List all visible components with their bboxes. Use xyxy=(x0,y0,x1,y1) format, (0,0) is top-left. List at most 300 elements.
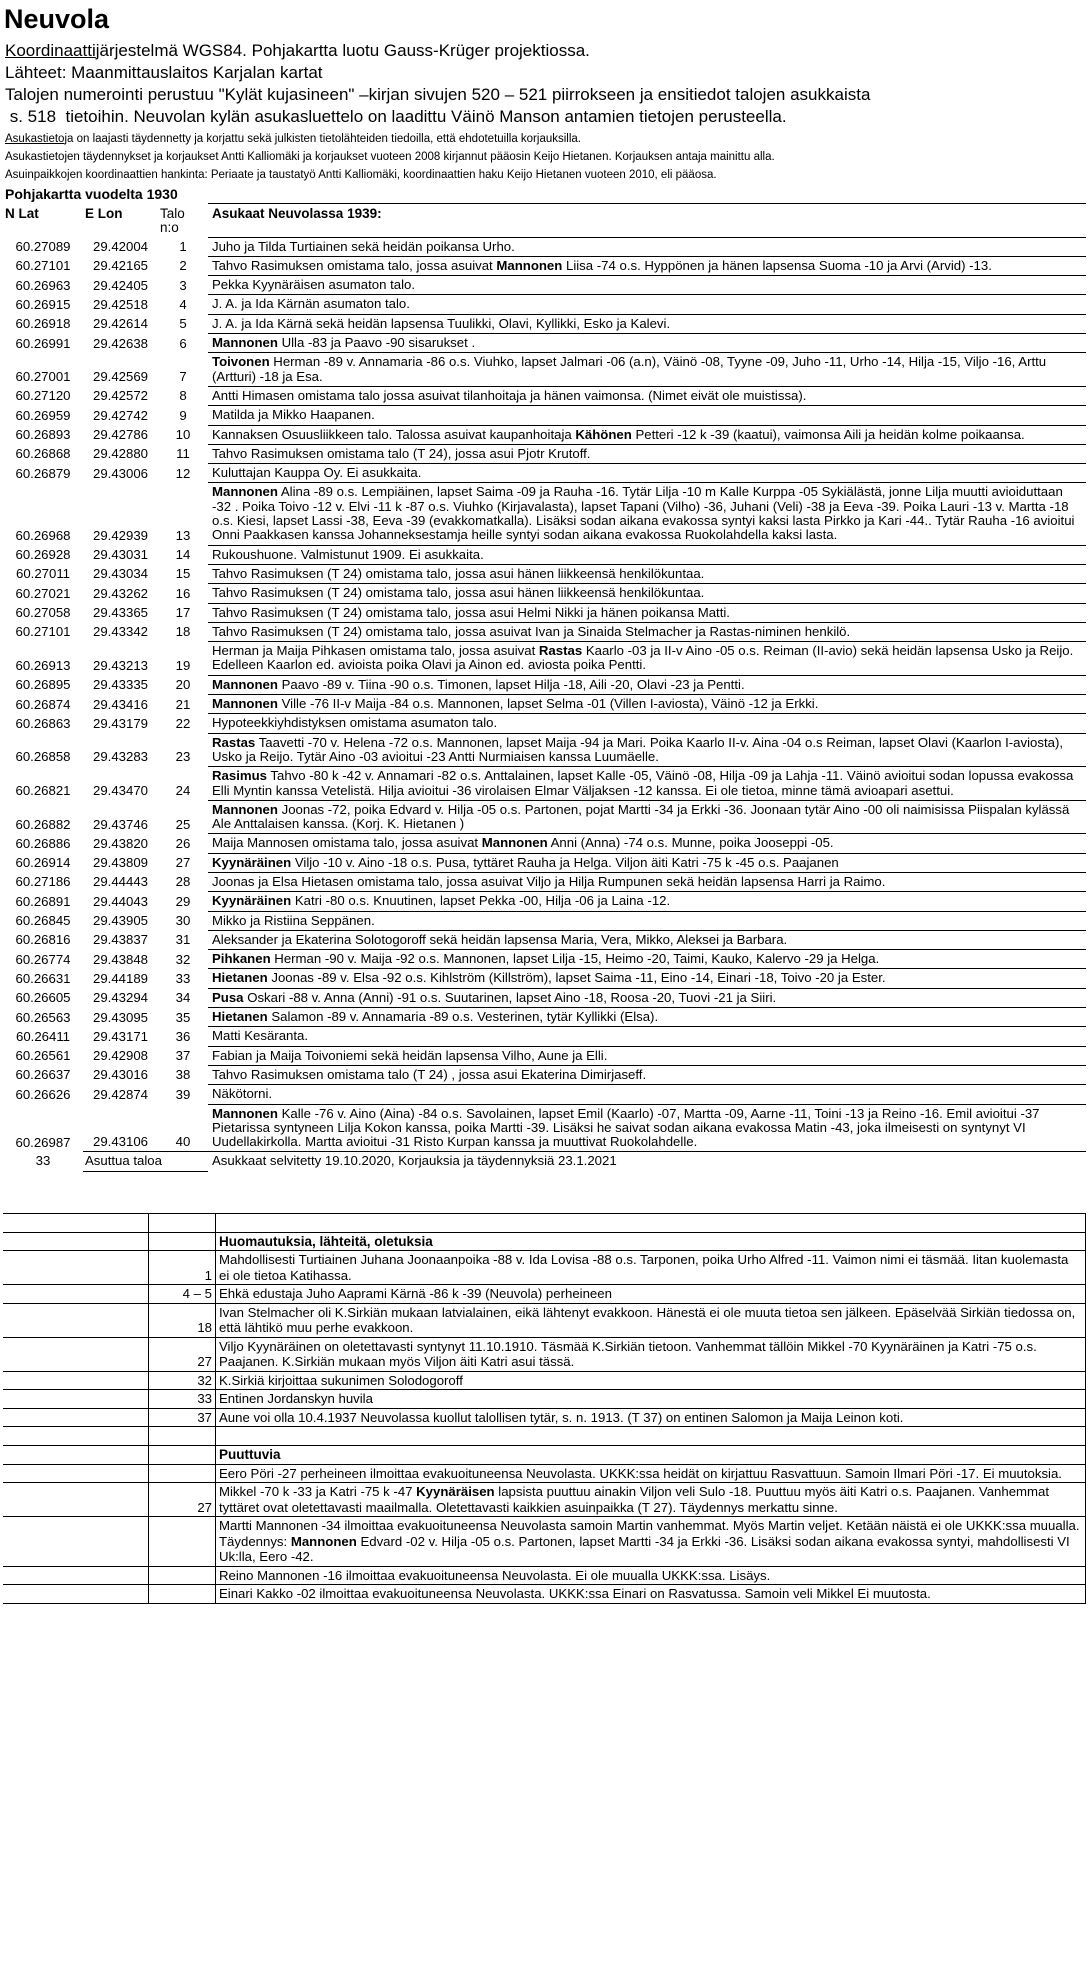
residents-text: Kuluttajan Kauppa Oy. Ei asukkaita. xyxy=(212,465,422,481)
note-house-ref: 33 xyxy=(149,1390,216,1409)
house-residents xyxy=(208,334,1086,353)
house-row xyxy=(3,1046,1086,1065)
house-lon: 29.43335 xyxy=(92,677,148,693)
house-lat: 60.26987 xyxy=(15,1134,71,1150)
note-row xyxy=(3,1285,1086,1304)
house-number: 6 xyxy=(179,335,187,351)
family-surname: Hietanen xyxy=(212,1009,268,1025)
house-residents xyxy=(208,930,1086,949)
house-row xyxy=(3,988,1086,1007)
house-row xyxy=(3,545,1086,564)
house-lon: 29.42518 xyxy=(92,296,148,312)
house-residents xyxy=(208,564,1086,583)
house-lat: 60.26882 xyxy=(15,816,71,832)
notes-section-row xyxy=(3,1446,1086,1465)
family-surname: Rastas xyxy=(538,643,583,659)
house-residents xyxy=(208,622,1086,641)
note-row xyxy=(3,1337,1086,1371)
intro-note-1 xyxy=(5,130,1083,148)
house-residents xyxy=(208,969,1086,988)
residents-text: Tahvo Rasimuksen omistama talo (T 24) , jossa asui Ekaterina Dimirjaseff. xyxy=(212,1066,647,1082)
house-lon: 29.43809 xyxy=(92,855,148,871)
house-lat: 60.26891 xyxy=(15,893,71,909)
house-lon: 29.43179 xyxy=(92,715,148,731)
house-number: 9 xyxy=(179,407,187,423)
note-text xyxy=(216,1566,1086,1585)
residents-text: Kaarlo -03 ja II-v Aino -05 o.s. Reiman (II-avio) sekä heidän lapsensa Usko ja Reijo. Edelleen Kaarlon ed. avioista poika Olavi ja Ainon ed. aviosta poika Pentti. xyxy=(212,643,1074,673)
note-text xyxy=(216,1303,1086,1337)
house-residents xyxy=(208,314,1086,333)
house-row xyxy=(3,564,1086,583)
house-residents xyxy=(208,834,1086,853)
table-footer-row xyxy=(3,1152,1086,1171)
house-residents xyxy=(208,545,1086,564)
note-prefix: Martti Mannonen -34 ilmoittaa evakuoituneensa Neuvolasta samoin Martin vanhemmat. Myös Martin veljet. Ketään näistä ei ole UKKK:ssa muualla. Täydennys: xyxy=(219,1518,1080,1549)
house-residents xyxy=(208,276,1086,295)
residents-text: Tahvo Rasimuksen omistama talo (T 24), jossa asui Pjotr Krutoff. xyxy=(212,445,591,461)
house-residents xyxy=(208,872,1086,891)
header-lon: E Lon xyxy=(85,205,123,221)
house-number: 29 xyxy=(175,893,191,909)
intro-note-2: Asukastietojen täydennykset ja korjaukset Antti Kalliomäki ja korjaukset vuoteen 2008 kirjannut pääosin Keijo Hietanen. Korjauksen antaja mainittu alla. xyxy=(5,151,775,163)
house-row xyxy=(3,483,1086,545)
intro-note-1-rest: ja on laajasti täydennetty ja korjattu sekä julkisten tietolähteiden tiedoilla, että ehdotetuilla korjauksilla. xyxy=(64,133,581,145)
family-surname: Mannonen xyxy=(212,801,278,817)
house-lon: 29.42786 xyxy=(92,427,148,443)
house-lon: 29.43905 xyxy=(92,913,148,929)
notes-cell xyxy=(3,1285,149,1304)
house-lon: 29.43294 xyxy=(92,990,148,1006)
house-lon: 29.44443 xyxy=(92,874,148,890)
house-lon: 29.42908 xyxy=(92,1048,148,1064)
family-surname: Rastas xyxy=(212,734,256,750)
notes-cell xyxy=(3,1464,149,1483)
note-row xyxy=(3,1464,1086,1483)
house-row xyxy=(3,733,1086,767)
house-lon: 29.42004 xyxy=(92,239,148,255)
note-house-ref: 18 xyxy=(149,1303,216,1337)
house-row xyxy=(3,892,1086,911)
note-body: Mahdollisesti Turtiainen Juhana Joonaanpoika -88 v. Ida Lovisa -88 o.s. Tarponen, poika Urho Alfred -11. Vaimon nimi ei täsmää. Iitan kuolemasta ei ole tietoa Katihassa. xyxy=(219,1252,1069,1283)
notes-cell xyxy=(3,1232,149,1251)
intro-numbering: Talojen numerointi perustuu "Kylät kujasineen" –kirjan sivujen 520 – 521 piirrokseen ja ensitiedot talojen asukkaista xyxy=(5,85,871,104)
note-row xyxy=(3,1371,1086,1390)
house-row xyxy=(3,584,1086,603)
notes-cell xyxy=(149,1427,216,1446)
notes-blank-row xyxy=(3,1213,1086,1232)
house-row xyxy=(3,1085,1086,1104)
house-residents xyxy=(208,237,1086,256)
house-residents xyxy=(208,353,1086,387)
house-lat: 60.26963 xyxy=(15,277,71,293)
notes-cell xyxy=(3,1303,149,1337)
house-number: 28 xyxy=(175,874,191,890)
residents-text: Herman -90 v. Maija -92 o.s. Mannonen, lapset Lilja -15, Heimo -20, Taimi, Kauko, Kalervo -29 ja Helga. xyxy=(270,951,880,967)
header-num: Talo n:o xyxy=(160,205,185,235)
notes-cell xyxy=(3,1483,149,1517)
house-row xyxy=(3,237,1086,256)
house-number: 1 xyxy=(179,239,187,255)
house-lat: 60.26845 xyxy=(15,913,71,929)
house-number: 16 xyxy=(175,585,191,601)
house-lat: 60.27058 xyxy=(15,605,71,621)
family-surname: Pihkanen xyxy=(212,951,271,967)
house-lon: 29.43213 xyxy=(92,657,148,673)
house-lon: 29.42742 xyxy=(92,407,148,423)
residents-text: Näkötorni. xyxy=(212,1086,273,1102)
house-lon: 29.43095 xyxy=(92,1009,148,1025)
notes-cell xyxy=(3,1408,149,1427)
note-body: K.Sirkiä kirjoittaa sukunimen Solodogoroff xyxy=(219,1372,463,1388)
house-lat: 60.26913 xyxy=(15,657,71,673)
notes-cell xyxy=(3,1390,149,1409)
house-residents xyxy=(208,425,1086,444)
house-lon: 29.43031 xyxy=(92,547,148,563)
house-lon: 29.43006 xyxy=(92,465,148,481)
house-number: 19 xyxy=(175,657,191,673)
residents-text: Herman -89 v. Annamaria -86 o.s. Viuhko, lapset Jalmari -06 (a.n), Väinö -08, Tyyne -09, Juho -11, Urho -14, Hilja -15, Viljo -16, Arttu (Artturi) -18 ja Esa. xyxy=(212,354,1047,384)
house-residents xyxy=(208,444,1086,463)
house-residents xyxy=(208,584,1086,603)
house-lat: 60.27186 xyxy=(15,874,71,890)
house-residents xyxy=(208,1046,1086,1065)
house-residents xyxy=(208,483,1086,545)
house-lon: 29.44189 xyxy=(92,970,148,986)
family-surname: Mannonen xyxy=(212,484,278,500)
residents-prefix: Maija Mannosen omistama talo, jossa asuivat xyxy=(212,835,482,851)
note-prefix: Mikkel -70 k -33 ja Katri -75 k -47 xyxy=(219,1484,417,1500)
note-row xyxy=(3,1303,1086,1337)
house-lat: 60.27120 xyxy=(15,388,71,404)
house-residents xyxy=(208,695,1086,714)
residents-table xyxy=(3,203,1086,1172)
house-residents xyxy=(208,714,1086,733)
note-text xyxy=(216,1337,1086,1371)
note-body: Eero Pöri -27 perheineen ilmoittaa evakuoituneensa Neuvolasta. UKKK:ssa heidät on kirjattuu Rasvattuun. Samoin Ilmari Pöri -17. Ei muutoksia. xyxy=(219,1465,1062,1481)
house-number: 37 xyxy=(175,1048,191,1064)
house-row xyxy=(3,295,1086,314)
note-body: Einari Kakko -02 ilmoittaa evakuoituneensa Neuvolasta. UKKK:ssa Einari on Rasvatussa. Samoin veli Mikkel Ei muutosta. xyxy=(219,1586,931,1602)
house-lon: 29.42569 xyxy=(92,369,148,385)
house-lon: 29.43171 xyxy=(92,1028,148,1044)
family-surname: Kähönen xyxy=(575,426,632,442)
house-lon: 29.43837 xyxy=(92,932,148,948)
house-lon: 29.42572 xyxy=(92,388,148,404)
house-row xyxy=(3,314,1086,333)
house-lat: 60.26968 xyxy=(15,527,71,543)
house-lat: 60.26626 xyxy=(15,1086,71,1102)
note-body: Ehkä edustaja Juho Aaprami Kärnä -86 k -39 (Neuvola) perheineen xyxy=(219,1286,612,1302)
house-lat: 60.26631 xyxy=(15,970,71,986)
house-residents xyxy=(208,464,1086,483)
residents-text: J. A. ja Ida Kärnän asumaton talo. xyxy=(212,296,410,312)
residents-text: Joonas -72, poika Edvard v. Hilja -05 o.s. Partonen, pojat Martti -34 ja Erkki -36. Joonaan tytär Aino -00 oli naimisissa Piispalan kylässä Ale Anttalaisen kanssa. (Korj. K. Hietanen ) xyxy=(212,801,1070,832)
notes-cell xyxy=(216,1427,1086,1446)
note-house-ref xyxy=(149,1517,216,1567)
note-body: Edvard -02 v. Hilja -05 o.s. Partonen, lapset Martti -34 ja Erkki -36. Lisäksi sodan aikana evakossa syntyi, mahdollisesti VI Uk:lla, Eero -42. xyxy=(219,1533,1070,1565)
house-lat: 60.26863 xyxy=(15,715,71,731)
house-row xyxy=(3,386,1086,405)
house-lon: 29.43106 xyxy=(92,1134,148,1150)
note-body: Reino Mannonen -16 ilmoittaa evakuoituneensa Neuvolasta. Ei ole muualla UKKK:ssa. Lisäys. xyxy=(219,1567,771,1583)
residents-text: Kalle -76 v. Aino (Aina) -84 o.s. Savolainen, lapset Emil (Kaarlo) -07, Martta -09, Aarne -11, Toini -13 ja Reino -16. Emil avioitui -37 Pietarissa syntyneen Lilja Kokon kanssa, poika Martti -39. Lisäksi he saivat sodan aikana evakossa Matin -43, joka ilmeisesti on syntynyt VI Uudellakirkolla. Martta avioitui -31 Risto Kurpan kanssa ja muuttivat Ruokolahdelle. xyxy=(212,1105,1040,1150)
intro-sources: Lähteet: Maanmittauslaitos Karjalan kartat xyxy=(5,63,323,82)
family-surname: Hietanen xyxy=(212,970,268,986)
residents-text: Rukoushuone. Valmistunut 1909. Ei asukkaita. xyxy=(212,546,484,562)
house-lon: 29.42614 xyxy=(92,316,148,332)
house-residents xyxy=(208,733,1086,767)
house-residents xyxy=(208,988,1086,1007)
house-row xyxy=(3,603,1086,622)
residents-text: Oskari -88 v. Anna (Anni) -91 o.s. Suutarinen, lapset Aino -18, Roosa -20, Tuovi -21 ja Siiri. xyxy=(243,989,777,1005)
house-residents xyxy=(208,1027,1086,1046)
residents-text: Mikko ja Ristiina Seppänen. xyxy=(212,912,375,928)
house-row xyxy=(3,853,1086,872)
house-lon: 29.43342 xyxy=(92,624,148,640)
house-residents xyxy=(208,295,1086,314)
house-residents xyxy=(208,767,1086,801)
house-lat: 60.26918 xyxy=(15,316,71,332)
house-residents xyxy=(208,1104,1086,1152)
note-text xyxy=(216,1371,1086,1390)
house-lon: 29.43034 xyxy=(92,566,148,582)
family-surname: Kyynäräinen xyxy=(212,893,292,909)
house-row xyxy=(3,767,1086,801)
house-lat: 60.26858 xyxy=(15,749,71,765)
house-lon: 29.42874 xyxy=(92,1086,148,1102)
house-residents xyxy=(208,892,1086,911)
house-lon: 29.43746 xyxy=(92,816,148,832)
house-lon: 29.43283 xyxy=(92,749,148,765)
note-text xyxy=(216,1464,1086,1483)
residents-text: Tahvo -80 k -42 v. Annamari -82 o.s. Anttalainen, lapset Kalle -05, Väinö -08, Hilja -09 ja Lahja -11. Väinö avioitui sodan lopussa evakossa Elli Myntin kanssa Vetelistä. Hilja avioitui -36 virolaisen Elmar Väljaksen -12 kanssa. Ei ole tietoa, minne tämä avioapari asettui. xyxy=(212,768,1074,798)
residents-text: Tahvo Rasimuksen (T 24) omistama talo, jossa asuivat Ivan ja Sinaida Stelmacher ja Rastas-niminen henkilö. xyxy=(212,623,851,639)
note-row xyxy=(3,1566,1086,1585)
house-number: 39 xyxy=(175,1086,191,1102)
house-residents xyxy=(208,1008,1086,1027)
notes-section-row xyxy=(3,1232,1086,1251)
house-number: 3 xyxy=(179,277,187,293)
family-surname: Mannonen xyxy=(212,335,278,351)
family-surname: Pusa xyxy=(212,989,244,1005)
notes-cell xyxy=(149,1232,216,1251)
note-row xyxy=(3,1390,1086,1409)
note-text xyxy=(216,1408,1086,1427)
residents-text: Pekka Kyynäräisen asumaton talo. xyxy=(212,277,416,293)
house-residents xyxy=(208,675,1086,694)
note-text xyxy=(216,1285,1086,1304)
note-body: lapsista puuttuu ainakin Viljon veli Sulo -18. Puuttuu myös äiti Katri o.s. Paajanen. Vanhemmat tyttäret ovat oletettavasti maailmalla. Oletettavasti kaikkien asuinpaikka (T 27). Täydennys merkattu sinne. xyxy=(219,1484,1050,1515)
house-row xyxy=(3,276,1086,295)
residents-text: Viljo -10 v. Aino -18 o.s. Pusa, tyttäret Rauha ja Helga. Viljon äiti Katri -75 k -45 o.s. Paajanen xyxy=(291,854,839,870)
header-lat: N Lat xyxy=(5,205,39,221)
intro-coordinate-system xyxy=(5,40,1083,62)
note-text xyxy=(216,1251,1086,1285)
house-number: 15 xyxy=(175,566,191,582)
house-lat: 60.26411 xyxy=(15,1028,71,1044)
notes-section-title: Puuttuvia xyxy=(216,1446,1086,1465)
house-number: 17 xyxy=(175,605,191,621)
footer-updated: Asukkaat selvitetty 19.10.2020, Korjauksia ja täydennyksiä 23.1.2021 xyxy=(208,1152,1086,1171)
house-residents xyxy=(208,1065,1086,1084)
house-lat: 60.26868 xyxy=(15,446,71,462)
house-row xyxy=(3,930,1086,949)
house-lat: 60.26959 xyxy=(15,407,71,423)
house-number: 27 xyxy=(175,855,191,871)
residents-text: Katri -80 o.s. Knuutinen, lapset Pekka -00, Hilja -06 ja Laina -12. xyxy=(291,893,671,909)
residents-text: Juho ja Tilda Turtiainen sekä heidän poikansa Urho. xyxy=(212,238,515,254)
family-surname: Mannonen xyxy=(212,1105,278,1121)
house-lon: 29.43016 xyxy=(92,1067,148,1083)
house-row xyxy=(3,1065,1086,1084)
house-lat: 60.27089 xyxy=(15,239,71,255)
note-house-ref xyxy=(149,1464,216,1483)
notes-cell xyxy=(3,1566,149,1585)
house-row xyxy=(3,406,1086,425)
house-row xyxy=(3,969,1086,988)
house-number: 33 xyxy=(175,970,191,986)
intro-coordinate-system-underlined: Koordinaatti xyxy=(5,41,96,60)
house-row xyxy=(3,950,1086,969)
house-residents xyxy=(208,950,1086,969)
house-number: 21 xyxy=(175,696,191,712)
note-body: Entinen Jordanskyn huvila xyxy=(219,1391,373,1407)
house-lon: 29.42939 xyxy=(92,527,148,543)
house-residents xyxy=(208,911,1086,930)
residents-text: Tahvo Rasimuksen (T 24) omistama talo, jossa asui hänen liikkeensä henkilökuntaa. xyxy=(212,565,705,581)
house-lat: 60.26816 xyxy=(15,932,71,948)
note-row xyxy=(3,1483,1086,1517)
house-number: 18 xyxy=(175,624,191,640)
note-row xyxy=(3,1408,1086,1427)
note-body: Viljo Kyynäräinen on oletettavasti syntynyt 11.10.1910. Täsmää K.Sirkiän tietoon. Vanhemmat tällöin Mikkel -70 Kyynäräinen ja Katri -75 o.s. Paajanen. K.Sirkiän mukaan myös Viljon äiti Katri asui tässä. xyxy=(219,1338,1037,1370)
house-row xyxy=(3,642,1086,676)
house-row xyxy=(3,1008,1086,1027)
notes-cell xyxy=(216,1213,1086,1232)
family-surname: Kyynäräinen xyxy=(212,854,292,870)
intro-numbering-cont: s. 518 tietoihin. Neuvolan kylän asukasluettelo on laadittu Väinö Manson antamien tietojen perusteella. xyxy=(5,107,787,126)
house-lon: 29.42405 xyxy=(92,277,148,293)
note-body: Aune voi olla 10.4.1937 Neuvolassa kuollut talollisen tytär, s. n. 1913. (T 37) on entinen Salomon ja Maija Leinon koti. xyxy=(219,1409,904,1425)
house-row xyxy=(3,800,1086,834)
house-number: 4 xyxy=(179,296,187,312)
house-lat: 60.26774 xyxy=(15,951,71,967)
house-row xyxy=(3,622,1086,641)
family-surname: Mannonen xyxy=(496,257,563,273)
house-lon: 29.43416 xyxy=(92,696,148,712)
house-residents xyxy=(208,256,1086,275)
house-number: 38 xyxy=(175,1067,191,1083)
house-row xyxy=(3,256,1086,275)
note-row xyxy=(3,1585,1086,1604)
house-number: 20 xyxy=(175,677,191,693)
family-surname: Kyynäräisen xyxy=(416,1484,495,1500)
house-lat: 60.27001 xyxy=(15,369,71,385)
house-number: 7 xyxy=(179,369,187,385)
house-number: 24 xyxy=(175,783,191,798)
house-lat: 60.26879 xyxy=(15,465,71,481)
residents-text: Ulla -83 ja Paavo -90 sisarukset . xyxy=(277,335,476,351)
house-number: 25 xyxy=(175,816,191,832)
residents-text: Petteri -12 k -39 (kaatui), vaimonsa Aili ja heidän kolme poikaansa. xyxy=(631,426,1025,442)
page-title: Neuvola xyxy=(4,4,110,34)
notes-cell xyxy=(149,1446,216,1465)
house-number: 36 xyxy=(175,1028,191,1044)
house-lat: 60.27011 xyxy=(15,566,71,582)
family-surname: Mannonen xyxy=(481,835,548,851)
residents-text: Joonas -89 v. Elsa -92 o.s. Kihlström (Killström), lapset Saima -11, Eino -14, Einari -18, Toivo -20 ja Ester. xyxy=(267,970,886,986)
note-house-ref: 4 – 5 xyxy=(149,1285,216,1304)
house-lon: 29.42880 xyxy=(92,446,148,462)
notes-cell xyxy=(3,1446,149,1465)
note-house-ref xyxy=(149,1566,216,1585)
house-row xyxy=(3,675,1086,694)
notes-cell xyxy=(3,1337,149,1371)
house-lat: 60.27101 xyxy=(15,624,71,640)
intro-note-3: Asuinpaikkojen koordinaattien hankinta: Periaate ja taustatyö Antti Kalliomäki, koordinaattien haku Keijo Hietanen vuoteen 2010, eli pääosa. xyxy=(5,169,717,181)
residents-text: J. A. ja Ida Kärnä sekä heidän lapsensa Tuulikki, Olavi, Kyllikki, Esko ja Kalevi. xyxy=(212,315,671,331)
house-lat: 60.26928 xyxy=(15,547,71,563)
residents-text: Antti Himasen omistama talo jossa asuivat tilanhoitaja ja hänen vaimonsa. (Nimet eivät ole muistissa). xyxy=(212,387,807,403)
house-row xyxy=(3,464,1086,483)
house-number: 8 xyxy=(179,388,187,404)
notes-cell xyxy=(3,1251,149,1285)
footer-count: 33 xyxy=(35,1152,51,1168)
notes-table xyxy=(3,1213,1086,1604)
house-lat: 60.26561 xyxy=(15,1048,71,1064)
residents-prefix: Herman ja Maija Pihkasen omistama talo, jossa asuivat xyxy=(212,643,539,659)
family-surname: Mannonen xyxy=(290,1533,357,1549)
family-surname: Rasimus xyxy=(212,768,267,784)
table-header-row xyxy=(3,204,1086,238)
basemap-label: Pohjakartta vuodelta 1930 xyxy=(5,186,178,202)
notes-cell xyxy=(3,1517,149,1567)
family-surname: Toivonen xyxy=(212,354,270,370)
notes-cell xyxy=(149,1213,216,1232)
house-row xyxy=(3,353,1086,387)
notes-section-title: Huomautuksia, lähteitä, oletuksia xyxy=(216,1232,1086,1251)
header-desc: Asukaat Neuvolassa 1939: xyxy=(208,204,1086,238)
house-lon: 29.42165 xyxy=(92,258,148,274)
residents-text: Matilda ja Mikko Haapanen. xyxy=(212,407,375,423)
notes-cell xyxy=(3,1427,149,1446)
house-row xyxy=(3,1104,1086,1152)
house-row xyxy=(3,444,1086,463)
footer-label: Asuttua taloa xyxy=(83,1152,208,1171)
house-lat: 60.26874 xyxy=(15,696,71,712)
house-number: 12 xyxy=(175,465,191,481)
house-lat: 60.26605 xyxy=(15,990,71,1006)
house-lat: 60.27021 xyxy=(15,585,71,601)
house-row xyxy=(3,834,1086,853)
residents-text: Taavetti -70 v. Helena -72 o.s. Mannonen, lapset Maija -94 ja Mari. Poika Kaarlo II-v. Aina -04 o.s Reiman, lapset Olavi (Kaarlon I-aviosta), Usko ja Reijo. Tytär Aino -03 avioitui -23 Antti Nurmiaisen kanssa Luumäelle. xyxy=(212,734,1064,764)
residents-text: Salamon -89 v. Annamaria -89 o.s. Vesterinen, tytär Kyllikki (Elsa). xyxy=(267,1009,659,1025)
house-lat: 60.26893 xyxy=(15,427,71,443)
house-lat: 60.26563 xyxy=(15,1009,71,1025)
notes-blank-row xyxy=(3,1427,1086,1446)
residents-prefix: Tahvo Rasimuksen omistama talo, jossa asuivat xyxy=(212,257,497,273)
residents-text: Aleksander ja Ekaterina Solotogoroff sekä heidän lapsensa Maria, Vera, Mikko, Aleksei ja Barbara. xyxy=(212,931,788,947)
house-number: 31 xyxy=(175,932,191,948)
house-residents xyxy=(208,642,1086,676)
house-number: 11 xyxy=(176,446,190,462)
residents-text: Hypoteekkiyhdistyksen omistama asumaton talo. xyxy=(212,715,498,731)
residents-text: Fabian ja Maija Toivoniemi sekä heidän lapsensa Vilho, Aune ja Elli. xyxy=(212,1047,608,1063)
note-row xyxy=(3,1517,1086,1567)
note-house-ref: 1 xyxy=(149,1251,216,1285)
house-lat: 60.26821 xyxy=(15,783,71,798)
note-house-ref: 27 xyxy=(149,1483,216,1517)
